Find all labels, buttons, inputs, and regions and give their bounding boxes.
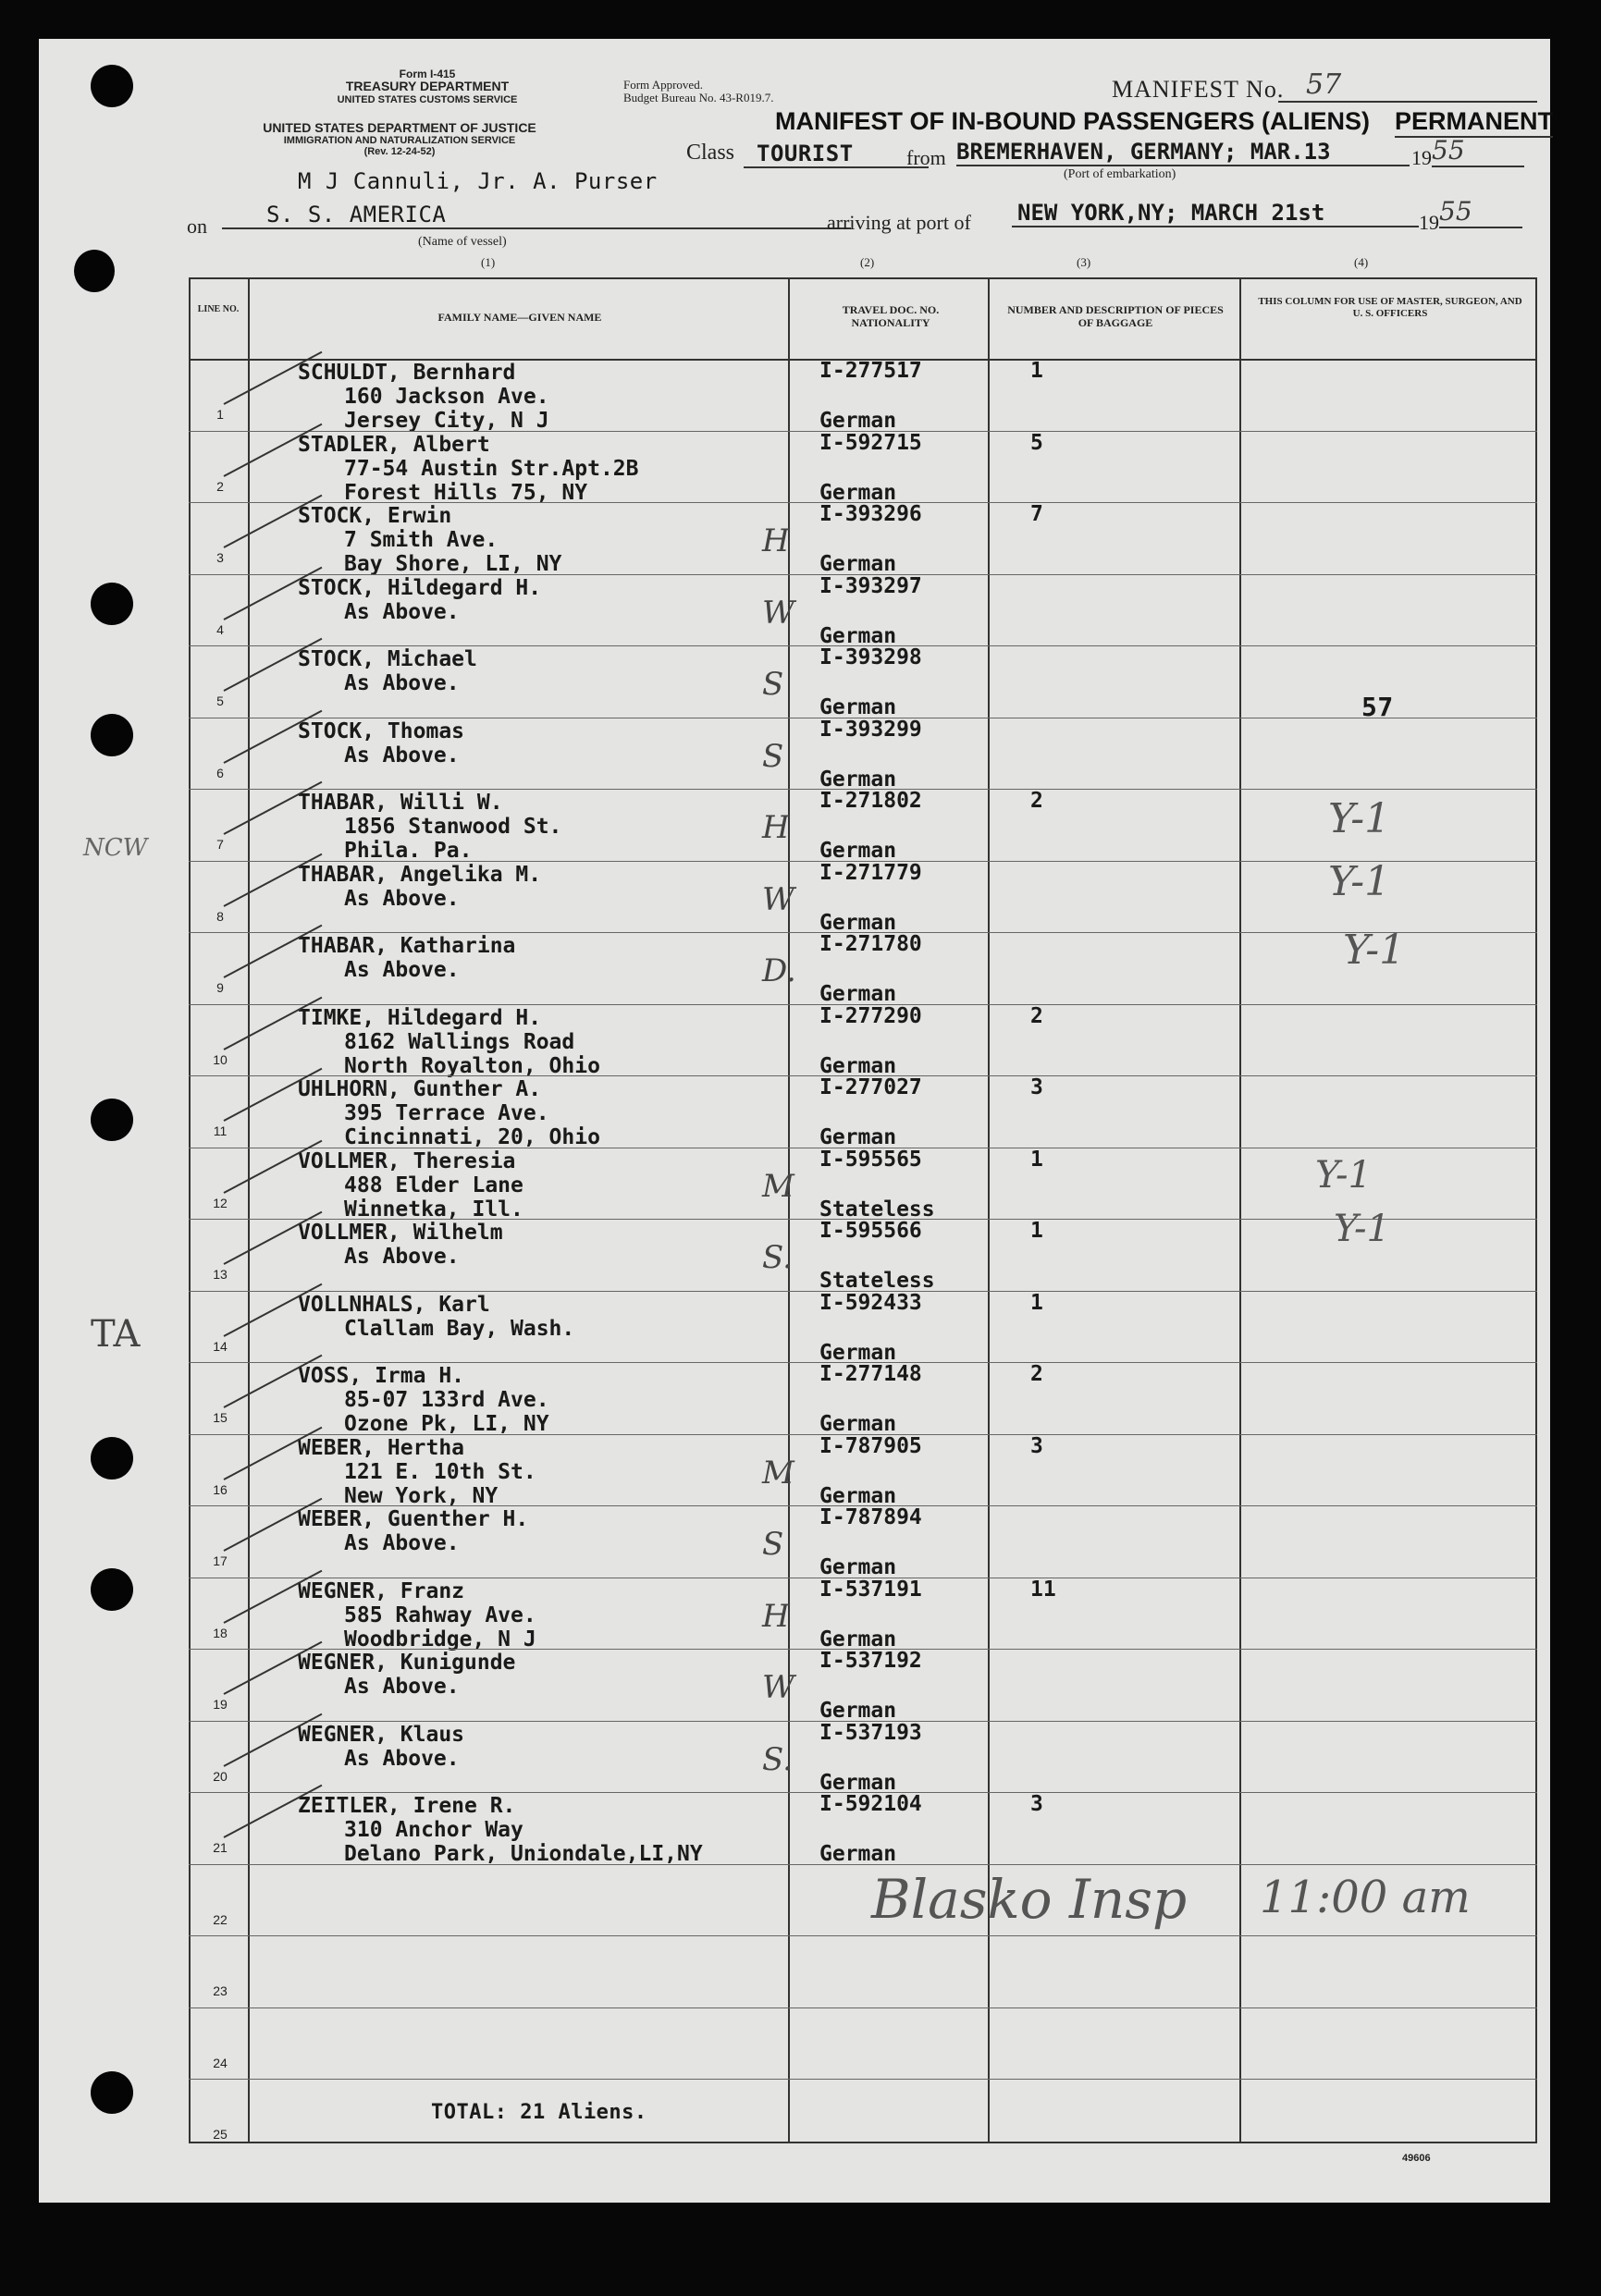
revision-date: (Rev. 12-24-52) bbox=[363, 146, 436, 157]
passenger-address-line-1: 8162 Wallings Road bbox=[344, 1029, 575, 1054]
officer-mark-line-9: Y-1 bbox=[1343, 927, 1406, 974]
nationality: German bbox=[819, 982, 897, 1006]
from-label: from bbox=[906, 146, 946, 169]
baggage-count: 1 bbox=[1030, 359, 1043, 383]
passenger-name: WEBER, Guenther H. bbox=[298, 1507, 529, 1531]
travel-doc-number: I-537193 bbox=[819, 1720, 922, 1745]
baggage-count: 1 bbox=[1030, 1147, 1043, 1172]
line-number: 15 bbox=[213, 1410, 228, 1425]
form-number: Form I-415 bbox=[399, 68, 456, 80]
relationship-mark: M bbox=[762, 1454, 794, 1492]
baggage-count: 7 bbox=[1030, 502, 1043, 526]
relationship-mark: S bbox=[762, 666, 784, 703]
margin-note-ncw: NCW bbox=[83, 834, 148, 862]
embark-year-suffix: 55 bbox=[1432, 135, 1524, 167]
line-number: 5 bbox=[216, 694, 224, 708]
nationality: German bbox=[819, 910, 897, 935]
passenger-name: VOLLMER, Theresia bbox=[298, 1148, 516, 1173]
nationality: German bbox=[819, 1699, 897, 1723]
nationality: German bbox=[819, 1412, 897, 1436]
nationality: German bbox=[819, 1555, 897, 1579]
nationality: German bbox=[819, 1483, 897, 1508]
treasury-department: TREASURY DEPARTMENT bbox=[345, 79, 510, 93]
passenger-address-line-1: 121 E. 10th St. bbox=[344, 1459, 536, 1484]
passenger-name: ZEITLER, Irene R. bbox=[298, 1794, 516, 1818]
passenger-name: VOLLNHALS, Karl bbox=[298, 1292, 490, 1317]
travel-doc-number: I-271802 bbox=[819, 789, 922, 813]
passenger-name: WEGNER, Klaus bbox=[298, 1722, 465, 1747]
binder-hole-3 bbox=[91, 583, 133, 625]
binder-hole-1 bbox=[91, 65, 133, 107]
travel-doc-number: I-393296 bbox=[819, 502, 922, 526]
passenger-name: THABAR, Angelika M. bbox=[298, 862, 542, 887]
binder-hole-2 bbox=[74, 250, 115, 292]
nationality: German bbox=[819, 1125, 897, 1149]
relationship-mark: W bbox=[762, 1669, 794, 1706]
relationship-mark: H bbox=[762, 522, 790, 559]
arrival-year-prefix: 19 bbox=[1419, 211, 1439, 234]
doc-header: TRAVEL DOC. NO. NATIONALITY bbox=[842, 303, 940, 329]
travel-doc-number: I-537192 bbox=[819, 1649, 922, 1673]
nationality: German bbox=[819, 552, 897, 576]
arrival-year-suffix: 55 bbox=[1439, 196, 1522, 228]
passenger-address-line-1: Clallam Bay, Wash. bbox=[344, 1316, 575, 1341]
line-number: 9 bbox=[216, 980, 224, 995]
passenger-name: UHLHORN, Gunther A. bbox=[298, 1077, 542, 1101]
column-number-3: (3) bbox=[1077, 255, 1091, 269]
nationality: German bbox=[819, 839, 897, 863]
passenger-address-line-1: 488 Elder Lane bbox=[344, 1173, 523, 1197]
passenger-address-line-1: As Above. bbox=[344, 1245, 460, 1269]
line-number: 7 bbox=[216, 837, 224, 852]
col4-manifest-number: 57 bbox=[1361, 692, 1394, 722]
baggage-count: 3 bbox=[1030, 1433, 1043, 1458]
name-header: FAMILY NAME—GIVEN NAME bbox=[437, 311, 602, 324]
passenger-name: STOCK, Thomas bbox=[298, 718, 465, 743]
passenger-address-line-1: As Above. bbox=[344, 1675, 460, 1699]
officers-header: THIS COLUMN FOR USE OF MASTER, SURGEON, AND U. S. OFFICERS bbox=[1258, 296, 1522, 319]
line-number: 11 bbox=[213, 1123, 228, 1138]
manifest-no-label: MANIFEST No. bbox=[1112, 76, 1285, 103]
nationality: German bbox=[819, 767, 897, 792]
line-number: 18 bbox=[213, 1625, 228, 1640]
baggage-header: NUMBER AND DESCRIPTION OF PIECES OF BAGGAGE bbox=[1007, 303, 1224, 329]
nationality: German bbox=[819, 1842, 897, 1866]
line-number: 4 bbox=[216, 621, 224, 637]
line-number: 24 bbox=[213, 2055, 228, 2070]
arrival-port: NEW YORK,NY; MARCH 21st bbox=[1012, 200, 1419, 227]
passenger-name: THABAR, Willi W. bbox=[298, 791, 503, 815]
passenger-name: WEGNER, Kunigunde bbox=[298, 1651, 516, 1675]
passenger-address-line-2: Delano Park, Uniondale,LI,NY bbox=[344, 1842, 703, 1866]
travel-doc-number: I-592715 bbox=[819, 430, 922, 455]
passenger-name: VOLLMER, Wilhelm bbox=[298, 1221, 503, 1245]
line-number: 12 bbox=[213, 1195, 228, 1210]
travel-doc-number: I-592433 bbox=[819, 1290, 922, 1315]
relationship-mark: H bbox=[762, 1597, 790, 1635]
travel-doc-number: I-271779 bbox=[819, 860, 922, 885]
passenger-address-line-1: 310 Anchor Way bbox=[344, 1818, 523, 1842]
relationship-mark: M bbox=[762, 1167, 794, 1205]
row-divider bbox=[189, 2079, 1537, 2080]
binder-hole-6 bbox=[91, 1437, 133, 1480]
class-value: TOURIST bbox=[744, 141, 929, 168]
passenger-address-line-1: 395 Terrace Ave. bbox=[344, 1101, 549, 1125]
relationship-mark: S bbox=[762, 1526, 784, 1563]
passenger-address-line-2: Bay Shore, LI, NY bbox=[344, 552, 562, 576]
passenger-name: STADLER, Albert bbox=[298, 432, 490, 457]
travel-doc-number: I-393299 bbox=[819, 717, 922, 742]
passenger-address-line-2: Cincinnati, 20, Ohio bbox=[344, 1125, 600, 1149]
line-number: 6 bbox=[216, 765, 224, 780]
justice-department: UNITED STATES DEPARTMENT OF JUSTICE bbox=[263, 120, 536, 135]
passenger-address-line-2: New York, NY bbox=[344, 1483, 499, 1508]
relationship-mark: S bbox=[762, 737, 784, 775]
passenger-address-line-1: 1856 Stanwood St. bbox=[344, 815, 562, 839]
passenger-address-line-2: Ozone Pk, LI, NY bbox=[344, 1412, 549, 1436]
passenger-address-line-1: As Above. bbox=[344, 886, 460, 911]
baggage-count: 1 bbox=[1030, 1290, 1043, 1315]
nationality: German bbox=[819, 1340, 897, 1365]
passenger-address-line-1: 7 Smith Ave. bbox=[344, 528, 499, 552]
baggage-count: 2 bbox=[1030, 789, 1043, 813]
embark-year-prefix: 19 bbox=[1411, 146, 1432, 169]
relationship-mark: W bbox=[762, 880, 794, 918]
class-label: Class bbox=[686, 141, 735, 165]
row-divider bbox=[189, 2007, 1537, 2008]
passenger-address-line-1: 85-07 133rd Ave. bbox=[344, 1388, 549, 1412]
line-number: 10 bbox=[213, 1051, 228, 1067]
nationality: Stateless bbox=[819, 1197, 935, 1222]
baggage-count: 5 bbox=[1030, 430, 1043, 455]
passenger-name: TIMKE, Hildegard H. bbox=[298, 1005, 542, 1030]
travel-doc-number: I-787894 bbox=[819, 1505, 922, 1529]
vessel-caption: (Name of vessel) bbox=[418, 235, 507, 249]
passenger-name: SCHULDT, Bernhard bbox=[298, 361, 516, 385]
travel-doc-number: I-592104 bbox=[819, 1792, 922, 1816]
line-number: 21 bbox=[213, 1840, 228, 1855]
arriving-label: arriving at port of bbox=[827, 211, 971, 234]
passenger-name: THABAR, Katharina bbox=[298, 934, 516, 958]
passenger-address-line-1: As Above. bbox=[344, 1746, 460, 1771]
line-number: 25 bbox=[213, 2127, 228, 2142]
passenger-address-line-2: Phila. Pa. bbox=[344, 839, 473, 863]
relationship-mark: D. bbox=[762, 952, 796, 989]
nationality: German bbox=[819, 695, 897, 719]
passenger-address-line-1: 585 Rahway Ave. bbox=[344, 1602, 536, 1627]
manifest-title: MANIFEST OF IN-BOUND PASSENGERS (ALIENS) bbox=[775, 107, 1371, 135]
column-number-1: (1) bbox=[481, 255, 496, 269]
line-number: 17 bbox=[213, 1553, 228, 1568]
travel-doc-number: I-393297 bbox=[819, 573, 922, 598]
relationship-mark: S. bbox=[762, 1740, 793, 1778]
manifest-page bbox=[39, 39, 1554, 2203]
nationality: German bbox=[819, 480, 897, 505]
baggage-count: 3 bbox=[1030, 1075, 1043, 1099]
inspection-time: 11:00 am bbox=[1260, 1872, 1471, 1923]
passenger-address-line-2: Forest Hills 75, NY bbox=[344, 480, 588, 505]
line-number: 3 bbox=[216, 550, 224, 565]
travel-doc-number: I-787905 bbox=[819, 1433, 922, 1458]
binder-hole-5 bbox=[91, 1099, 133, 1141]
row-divider bbox=[189, 1935, 1537, 1936]
nationality: German bbox=[819, 623, 897, 648]
nationality: German bbox=[819, 1770, 897, 1795]
on-label: on bbox=[187, 215, 207, 238]
passenger-name: STOCK, Erwin bbox=[298, 504, 452, 528]
column-number-2: (2) bbox=[860, 255, 875, 269]
baggage-count: 2 bbox=[1030, 1003, 1043, 1028]
passenger-address-line-2: Winnetka, Ill. bbox=[344, 1197, 523, 1222]
officer-mark-line-8: Y-1 bbox=[1328, 858, 1391, 905]
ins-service: IMMIGRATION AND NATURALIZATION SERVICE bbox=[283, 135, 516, 146]
travel-doc-number: I-595566 bbox=[819, 1219, 922, 1243]
customs-service: UNITED STATES CUSTOMS SERVICE bbox=[337, 94, 518, 105]
margin-note-ta: TA bbox=[91, 1313, 141, 1356]
permanent-label: PERMANENT bbox=[1395, 107, 1553, 138]
travel-doc-number: I-277517 bbox=[819, 359, 922, 383]
baggage-count: 2 bbox=[1030, 1362, 1043, 1386]
baggage-count: 3 bbox=[1030, 1792, 1043, 1816]
baggage-count: 11 bbox=[1030, 1577, 1056, 1602]
relationship-mark: H bbox=[762, 809, 790, 846]
nationality: German bbox=[819, 1053, 897, 1078]
line-number: 8 bbox=[216, 908, 224, 924]
officer-mark-line-13: Y-1 bbox=[1334, 1208, 1390, 1250]
print-code: 49606 bbox=[1402, 2153, 1431, 2164]
passenger-address-line-1: As Above. bbox=[344, 1531, 460, 1555]
line-number: 16 bbox=[213, 1481, 228, 1497]
total-aliens: TOTAL: 21 Aliens. bbox=[431, 2101, 647, 2124]
officer-mark-line-12: Y-1 bbox=[1315, 1154, 1372, 1197]
passenger-name: STOCK, Michael bbox=[298, 647, 477, 671]
passenger-name: VOSS, Irma H. bbox=[298, 1364, 465, 1388]
nationality: German bbox=[819, 1627, 897, 1651]
port-caption: (Port of embarkation) bbox=[1064, 167, 1176, 181]
binder-hole-7 bbox=[91, 1568, 133, 1611]
passenger-address-line-1: As Above. bbox=[344, 671, 460, 695]
passenger-address-line-2: North Royalton, Ohio bbox=[344, 1053, 600, 1078]
travel-doc-number: I-537191 bbox=[819, 1577, 922, 1602]
row-divider bbox=[189, 1864, 1537, 1865]
line-number: 22 bbox=[213, 1911, 228, 1927]
line-number: 14 bbox=[213, 1338, 228, 1354]
baggage-count: 1 bbox=[1030, 1219, 1043, 1243]
nationality: German bbox=[819, 409, 897, 433]
relationship-mark: S. bbox=[762, 1239, 793, 1276]
passenger-address-line-1: 160 Jackson Ave. bbox=[344, 385, 549, 409]
travel-doc-number: I-595565 bbox=[819, 1147, 922, 1172]
binder-hole-8 bbox=[91, 2071, 133, 2114]
purser-name: M J Cannuli, Jr. A. Purser bbox=[298, 168, 658, 194]
port-of-embarkation: BREMERHAVEN, GERMANY; MAR.13 bbox=[956, 139, 1410, 166]
passenger-address-line-1: As Above. bbox=[344, 958, 460, 982]
travel-doc-number: I-277148 bbox=[819, 1362, 922, 1386]
line-number: 19 bbox=[213, 1697, 228, 1712]
line-no-header: LINE NO. bbox=[197, 304, 240, 314]
passenger-name: WEBER, Hertha bbox=[298, 1435, 465, 1460]
passenger-address-line-1: As Above. bbox=[344, 743, 460, 767]
line-number: 23 bbox=[213, 1983, 228, 1998]
nationality: Stateless bbox=[819, 1269, 935, 1293]
line-number: 1 bbox=[216, 407, 224, 422]
column-number-4: (4) bbox=[1354, 255, 1369, 269]
budget-bureau: Budget Bureau No. 43-R019.7. bbox=[623, 91, 774, 104]
passenger-name: WEGNER, Franz bbox=[298, 1578, 465, 1603]
travel-doc-number: I-393298 bbox=[819, 645, 922, 669]
passenger-address-line-2: Woodbridge, N J bbox=[344, 1627, 536, 1651]
passenger-name: STOCK, Hildegard H. bbox=[298, 575, 542, 600]
officer-mark-line-7: Y-1 bbox=[1328, 795, 1391, 842]
line-number: 13 bbox=[213, 1267, 228, 1282]
line-number: 20 bbox=[213, 1768, 228, 1784]
binder-hole-4 bbox=[91, 714, 133, 756]
travel-doc-number: I-271780 bbox=[819, 932, 922, 956]
inspector-signature: Blasko Insp bbox=[871, 1868, 1188, 1931]
form-approved: Form Approved. bbox=[623, 78, 703, 92]
passenger-address-line-2: Jersey City, N J bbox=[344, 409, 549, 433]
passenger-address-line-1: As Above. bbox=[344, 599, 460, 624]
travel-doc-number: I-277290 bbox=[819, 1003, 922, 1028]
relationship-mark: W bbox=[762, 594, 794, 632]
travel-doc-number: I-277027 bbox=[819, 1075, 922, 1099]
line-number: 2 bbox=[216, 478, 224, 494]
manifest-number: 57 bbox=[1278, 68, 1537, 103]
vessel-name: S. S. AMERICA bbox=[222, 202, 851, 229]
passenger-address-line-1: 77-54 Austin Str.Apt.2B bbox=[344, 456, 639, 481]
